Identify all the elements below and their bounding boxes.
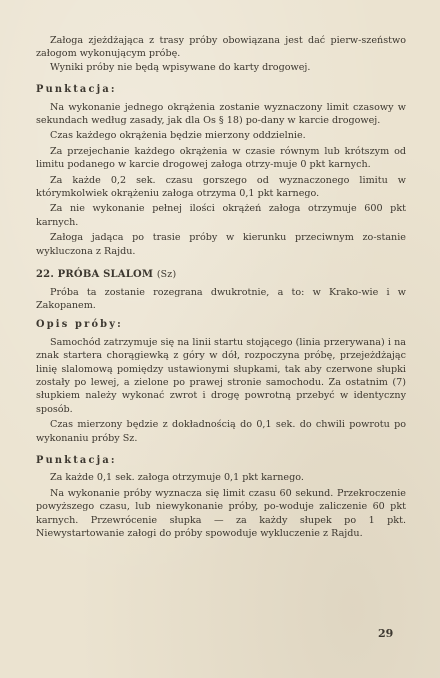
punktacja-paragraph-limit: Na wykonanie jednego okrążenia zostanie wyznaczony limit czasowy w sekundach według zasady, jak dla Os § 18) po-dany w karcie drogowej. [36,101,406,127]
punktacja-2-heading: Punktacja: [36,454,117,466]
punktacja-2-paragraph-limit: Na wykonanie próby wyznacza się limit czasu 60 sekund. Przekroczenie powyższego czasu, lub niewykonanie próby, po-woduje zaliczenie 60 pkt karnych. Przewrócenie słupka — za każdy słupek po 1 pkt. Niewystartowanie załogi do próby spowoduje wykluczenie z Rajdu. [36,487,406,539]
page-content [36,34,406,540]
punktacja-paragraph-wrong-direction: Załoga jadąca po trasie próby w kierunku przeciwnym zo-stanie wykluczona z Rajdu. [36,232,406,257]
punktacja-paragraph-lap-time: Czas każdego okrążenia będzie mierzony oddzielnie. [50,130,306,142]
section-22-code: (Sz) [156,269,177,281]
opis-paragraph-timing: Czas mierzony będzie z dokładnością do 0,1 sek. do chwili powrotu po wykonaniu próby Sz. [36,419,406,444]
paragraph-results-note: Wyniki próby nie będą wpisywane do karty drogowej. [50,61,311,73]
opis-paragraph-procedure: Samochód zatrzymuje się na linii startu stojącego (linia przerywana) i na znak startera chorągiewką z góry w dół, rozpoczyna próbę, przejeżdżając linię slalomową pomiędzy ustawionymi słupkami, tak aby czerwone słupki zostały po lewej, a zielone po prawej stronie samochodu. Za ostatnim (7) słupkiem należy wykonać zwrot i drogę powrotną przebyć w identyczny sposób. [36,336,406,415]
paragraph-right-of-way: Załoga zjeżdżająca z trasy próby obowiązana jest dać pierw-szeństwo załogom wykonującym próbę. [36,35,406,60]
section-22-title-text: 22. PRÓBA SLALOM [36,269,154,281]
punktacja-paragraph-incomplete-laps: Za nie wykonanie pełnej ilości okrążeń załoga otrzymuje 600 pkt karnych. [36,203,406,228]
punktacja-heading: Punktacja: [36,84,117,96]
punktacja-2-paragraph-rate: Za każde 0,1 sek. załoga otrzymuje 0,1 pkt karnego. [50,472,304,484]
section-22-title [36,268,406,281]
punktacja-paragraph-penalty-rate: Za każde 0,2 sek. czasu gorszego od wyznaczonego limitu w którymkolwiek okrążeniu załoga otrzyma 0,1 pkt karnego. [36,174,406,200]
opis-proby-heading: Opis próby: [36,319,123,331]
punktacja-paragraph-zero-points: Za przejechanie każdego okrążenia w czasie równym lub krótszym od limitu podanego w karcie drogowej załoga otrzy-muje 0 pkt karnych. [36,145,406,171]
section-22-intro: Próba ta zostanie rozegrana dwukrotnie, a to: w Krako-wie i w Zakopanem. [36,286,406,311]
page-number: 29 [378,627,394,640]
